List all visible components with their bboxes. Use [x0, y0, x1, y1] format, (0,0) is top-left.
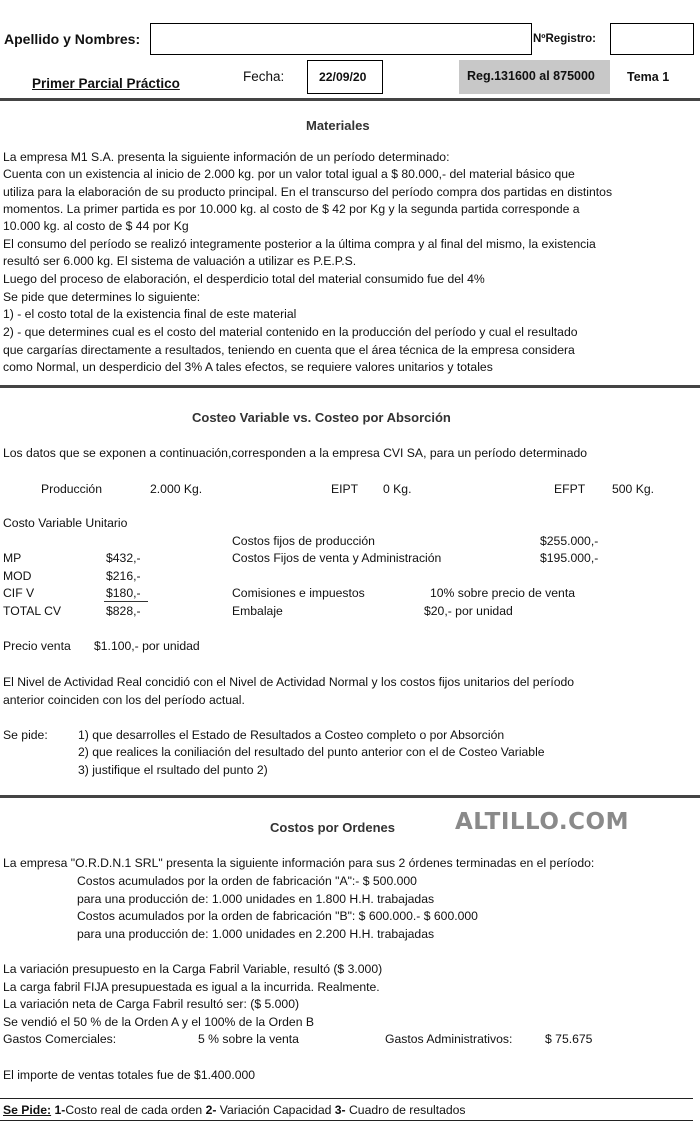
cost-value-cifv: $180,-	[106, 586, 141, 600]
ordenes-fact: La variación presupuesto en la Carga Fabril Variable, resultó ($ 3.000)	[3, 962, 383, 976]
fecha-value: 22/09/20	[319, 70, 367, 84]
materiales-line: 1) - el costo total de la existencia final de este material	[3, 307, 297, 321]
produccion-value: 2.000 Kg.	[150, 482, 203, 496]
se-pide-part-1: Costo real de cada orden	[65, 1103, 206, 1117]
ordenes-line: para una producción de: 1.000 unidades en 1.800 H.H. trabajadas	[77, 892, 435, 906]
precio-label: Precio venta	[3, 639, 71, 653]
nivel-line: anterior coinciden con los del período actual.	[3, 693, 245, 707]
gastos-com-label: Gastos Comerciales:	[3, 1032, 117, 1046]
se-pide-item: 3) justifique el rsultado del punto 2)	[78, 763, 268, 777]
ordenes-fact: Se vendió el 50 % de la Orden A y el 100% de la Orden B	[3, 1015, 314, 1029]
se-pide-num-3: 3-	[334, 1103, 346, 1117]
se-pide-num-2: 2-	[205, 1103, 217, 1117]
ventas-line: El importe de ventas totales fue de $1.400.000	[3, 1068, 256, 1082]
se-pide-item: 2) que realices la coniliación del resultado del punto anterior con el de Costeo Variable	[78, 745, 545, 759]
materiales-line: Se pide que determines lo siguiente:	[3, 290, 201, 304]
materiales-line: que cargarías directamente a resultados, teniendo en cuenta que el área técnica de la empresa considera	[3, 343, 575, 357]
materiales-title: Materiales	[306, 118, 370, 133]
materiales-line: Cuenta con un existencia al inicio de 2.000 kg. por un valor total igual a $ 80.000,- del material básico que	[3, 167, 575, 181]
ordenes-line: para una producción de: 1.000 unidades en 2.200 H.H. trabajadas	[77, 927, 435, 941]
eipt-label: EIPT	[331, 482, 359, 496]
gastos-adm-label: Gastos Administrativos:	[385, 1032, 513, 1046]
costeo-divider	[0, 795, 700, 798]
materiales-line: como Normal, un desperdicio del 3% A tales efectos, se requiere valores unitarios y totales	[3, 360, 493, 374]
se-pide-rule-top	[0, 1098, 693, 1099]
ordenes-line: Costos acumulados por la orden de fabricación "B": $ 600.000.- $ 600.000	[77, 909, 478, 923]
fixed-prod-value: $255.000,-	[540, 534, 599, 548]
materiales-divider	[0, 385, 700, 388]
comisiones-label: Comisiones e impuestos	[232, 586, 365, 600]
se-pide-part-2: Variación Capacidad	[216, 1103, 335, 1117]
se-pide-num-1: 1-	[54, 1103, 66, 1117]
ordenes-title: Costos por Ordenes	[270, 820, 395, 835]
materiales-line: Luego del proceso de elaboración, el desperdicio total del material consumido fue del 4%	[3, 272, 485, 286]
materiales-line: El consumo del período se realizó integramente posterior a la última compra y al final del mismo, la existencia	[3, 237, 596, 251]
efpt-value: 500 Kg.	[612, 482, 655, 496]
name-label: Apellido y Nombres:	[4, 31, 141, 47]
cost-label-mp: MP	[3, 551, 22, 565]
nivel-line: El Nivel de Actividad Real concidió con el Nivel de Actividad Normal y los costos fijos unitarios del período	[3, 675, 575, 689]
ordenes-fact: La variación neta de Carga Fabril resultó ser: ($ 5.000)	[3, 997, 300, 1011]
materiales-line: 10.000 kg. al costo de $ 44 por Kg	[3, 219, 189, 233]
registro-input[interactable]	[610, 23, 694, 55]
efpt-label: EFPT	[554, 482, 586, 496]
fixed-adm-label: Costos Fijos de venta y Administración	[232, 551, 442, 565]
comisiones-value: 10% sobre precio de venta	[430, 586, 575, 600]
cost-label-cifv: CIF V	[3, 586, 35, 600]
altillo-logo: ALTILLO.COM	[455, 809, 629, 835]
cvu-label: Costo Variable Unitario	[3, 516, 128, 530]
cost-value-total: $828,-	[106, 604, 141, 618]
costeo-intro: Los datos que se exponen a continuación,corresponden a la empresa CVI SA, para un período determinado	[3, 446, 588, 460]
fixed-adm-value: $195.000,-	[540, 551, 599, 565]
total-underline	[104, 601, 148, 602]
fecha-label: Fecha:	[243, 69, 285, 84]
cost-label-mod: MOD	[3, 569, 32, 583]
header-divider	[0, 98, 700, 101]
exam-title: Primer Parcial Práctico	[32, 76, 180, 91]
se-pide-item: 1) que desarrolles el Estado de Resultados a Costeo completo o por Absorción	[78, 728, 505, 742]
ordenes-se-pide-label: Se Pide:	[3, 1103, 52, 1117]
embalaje-label: Embalaje	[232, 604, 283, 618]
materiales-line: La empresa M1 S.A. presenta la siguiente información de un período determinado:	[3, 150, 450, 164]
produccion-label: Producción	[41, 482, 102, 496]
ordenes-fact: La carga fabril FIJA presupuestada es igual a la incurrida. Realmente.	[3, 980, 380, 994]
fixed-prod-label: Costos fijos de producción	[232, 534, 375, 548]
materiales-line: resultó ser 6.000 kg. El sistema de valuación a utilizar es P.E.P.S.	[3, 254, 357, 268]
se-pide-rule-bottom	[0, 1120, 693, 1121]
gastos-com-value: 5 % sobre la venta	[198, 1032, 299, 1046]
se-pide-label: Se pide:	[3, 728, 48, 742]
eipt-value: 0 Kg.	[383, 482, 412, 496]
ordenes-intro: La empresa "O.R.D.N.1 SRL" presenta la siguiente información para sus 2 órdenes terminadas en el período:	[3, 856, 595, 870]
cost-value-mp: $432,-	[106, 551, 141, 565]
registro-label: NºRegistro:	[533, 33, 596, 45]
reg-range: Reg.131600 al 875000	[467, 69, 595, 83]
embalaje-value: $20,- por unidad	[424, 604, 513, 618]
se-pide-part-3: Cuadro de resultados	[345, 1103, 466, 1117]
ordenes-line: Costos acumulados por la orden de fabricación "A":- $ 500.000	[77, 874, 417, 888]
name-input[interactable]	[150, 23, 532, 55]
tema-label: Tema 1	[627, 70, 670, 84]
materiales-line: 2) - que determines cual es el costo del material contenido en la producción del período y cual el resultado	[3, 325, 578, 339]
materiales-line: momentos. La primer partida es por 10.000 kg. al costo de $ 42 por Kg y la segunda partida corresponde a	[3, 202, 580, 216]
ordenes-se-pide	[3, 1103, 466, 1117]
costeo-title: Costeo Variable vs. Costeo por Absorción	[192, 410, 451, 425]
precio-value: $1.100,- por unidad	[94, 639, 200, 653]
materiales-line: utiliza para la elaboración de su producto principal. En el transcurso del período compra dos partidas en distintos	[3, 185, 613, 199]
gastos-adm-value: $ 75.675	[545, 1032, 593, 1046]
cost-value-mod: $216,-	[106, 569, 141, 583]
cost-label-total: TOTAL CV	[3, 604, 62, 618]
